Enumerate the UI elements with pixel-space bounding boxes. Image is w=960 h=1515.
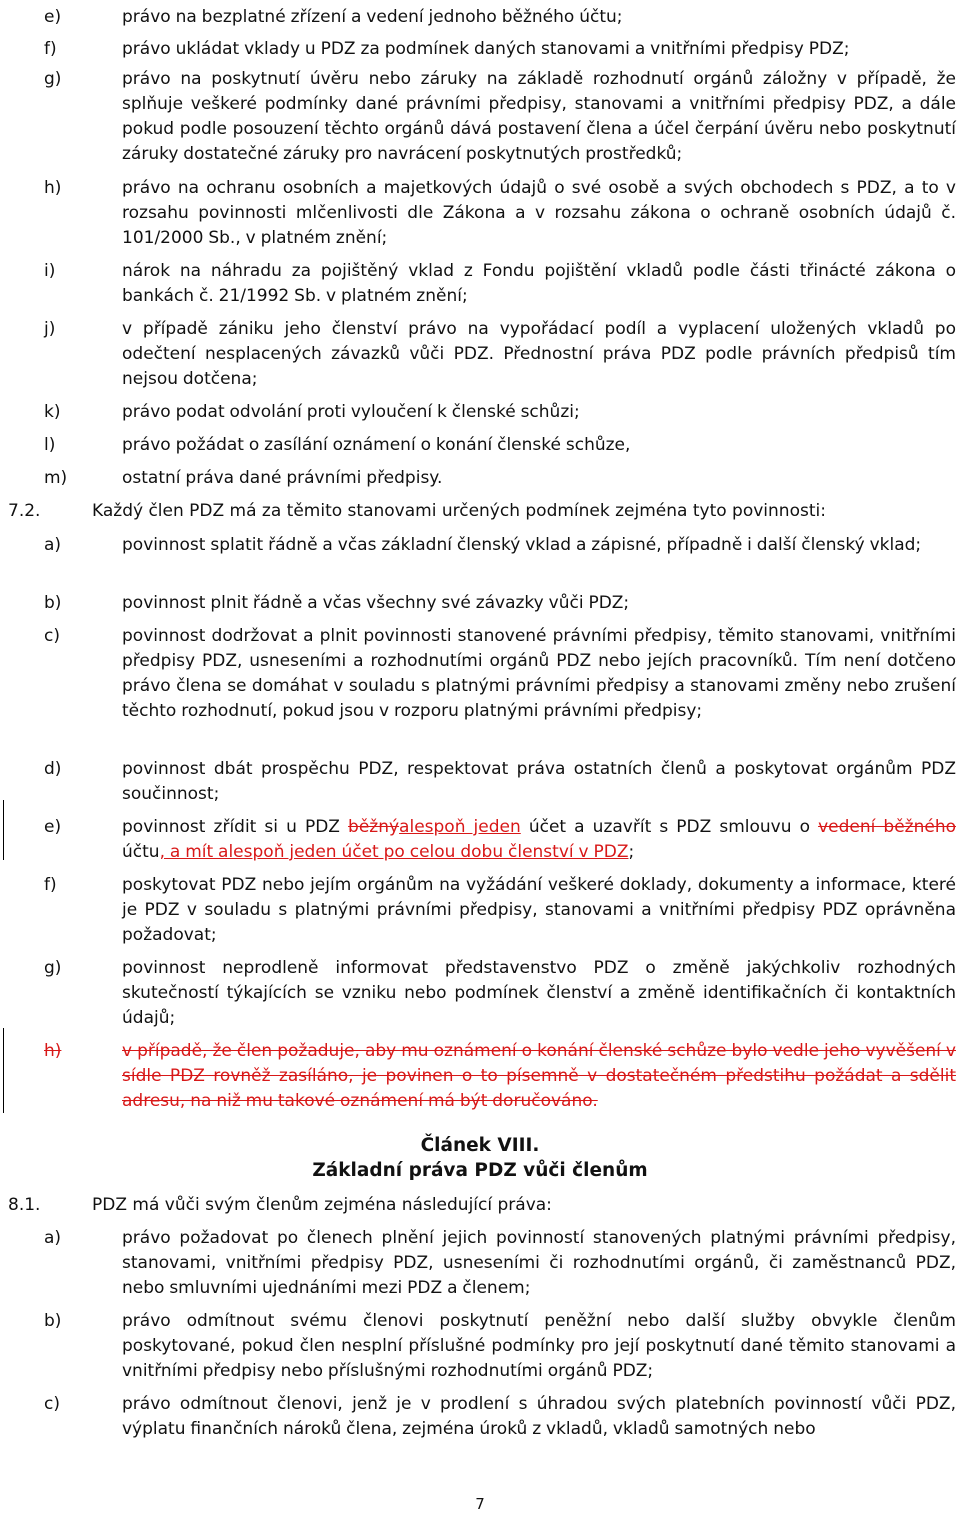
item-label: a)	[44, 535, 62, 555]
item-text: právo na poskytnutí úvěru nebo záruky na základě rozhodnutí orgánů záložny v případě, že splňuje veškeré podmínky dané právními předpisy, stanovami a vnitřními předpisy PDZ, a dále pokud podle posouzení těchto orgánů dává postavení člena a účel čerpání úvěru nebo poskytnutí záruky dostatečné záruky pro navrácení poskytnutých prostředků;	[122, 69, 956, 164]
inserted-text: , a mít alespoň jeden účet po celou dobu členství v PDZ	[159, 842, 629, 862]
item-text: povinnost dodržovat a plnit povinnosti stanovené právními předpisy, těmito stanovami, vnitřními předpisy PDZ, usneseními a rozhodnutími orgánů PDZ nebo jejích pracovníků. Tím není dotčeno právo člena se domáhat v souladu s platnými právními předpisy a stanovami změny nebo zrušení těchto rozhodnutí, pokud jsou v rozporu platnými právními předpisy;	[122, 626, 956, 721]
item-text: v případě zániku jeho členství právo na vypořádací podíl a vyplacení uložených vkladů po odečtení nesplacených závazků vůči PDZ. Přednostní práva PDZ podle právních předpisů tím nejsou dotčena;	[122, 319, 956, 389]
item-label: h)	[44, 1041, 62, 1061]
item-text: právo podat odvolání proti vyloučení k členské schůzi;	[122, 402, 580, 422]
article-title: Základní práva PDZ vůči členům	[312, 1160, 648, 1181]
item-text: právo odmítnout členovi, jenž je v prodlení s úhradou svých platebních povinností vůči PDZ, výplatu finančních nároků člena, zejména úroků z vkladů, vkladů samotných nebo	[122, 1394, 956, 1439]
item-label: e)	[44, 817, 62, 837]
text-run: účet a uzavřít s PDZ smlouvu o	[520, 817, 819, 837]
section-number: 8.1.	[8, 1195, 41, 1215]
item-text: právo požadovat po členech plnění jejich povinností stanovených platnými právními předpisy, stanovami, vnitřními předpisy PDZ, usneseními či rozhodnutími orgánů, či zaměstnanců PDZ, nebo smluvními ujednáními mezi PDZ a členem;	[122, 1228, 956, 1298]
item-text: poskytovat PDZ nebo jejím orgánům na vyžádání veškeré doklady, dokumenty a informace, které je PDZ v souladu s platnými právními předpisy, stanovami a vnitřními předpisy PDZ oprávněna požadovat;	[122, 875, 956, 945]
change-bar	[3, 1028, 4, 1113]
change-bar	[3, 800, 4, 860]
section-text: Každý člen PDZ má za těmito stanovami určených podmínek zejména tyto povinnosti:	[92, 501, 826, 521]
item-label: d)	[44, 759, 62, 779]
item-text: povinnost dbát prospěchu PDZ, respektovat práva ostatních členů a poskytovat orgánům PDZ součinnost;	[122, 759, 956, 804]
text-run: povinnost zřídit si u PDZ	[122, 817, 349, 837]
inserted-text: alespoň jeden	[399, 817, 521, 837]
text-run: ;	[628, 842, 635, 862]
item-text: povinnost plnit řádně a včas všechny své závazky vůči PDZ;	[122, 593, 630, 613]
item-label: i)	[44, 261, 56, 281]
item-label: l)	[44, 435, 56, 455]
item-label: b)	[44, 1311, 62, 1331]
item-label: m)	[44, 468, 68, 488]
item-label: h)	[44, 178, 62, 198]
item-text: v případě, že člen požaduje, aby mu oznámení o konání členské schůze bylo vedle jeho vyvěšení v sídle PDZ rovněž zasíláno, je povinen o to písemně v dostatečném předstihu požádat a sdělit adresu, na niž mu takové oznámení má být doručováno.	[122, 1041, 956, 1111]
deleted-text: běžný	[348, 817, 400, 837]
item-text: povinnost neprodleně informovat představenstvo PDZ o změně jakýchkoliv rozhodných skutečností týkajících se vzniku nebo podmínek členství a změně identifikačních či kontaktních údajů;	[122, 958, 956, 1028]
item-label: f)	[44, 39, 57, 59]
item-text: povinnost splatit řádně a včas základní členský vklad a zápisné, případně i další členský vklad;	[122, 535, 922, 555]
item-label: b)	[44, 593, 62, 613]
item-label: k)	[44, 402, 61, 422]
item-label: c)	[44, 1394, 60, 1414]
item-text: nárok na náhradu za pojištěný vklad z Fondu pojištění vkladů podle části třinácté zákona o bankách č. 21/1992 Sb. v platném znění;	[122, 261, 956, 306]
section-text: PDZ má vůči svým členům zejména následující práva:	[92, 1195, 552, 1215]
item-text: právo na ochranu osobních a majetkových údajů o své osobě a svých obchodech s PDZ, a to v rozsahu povinnosti mlčenlivosti dle Zákona a v rozsahu zákona o ochraně osobních údajů č. 101/2000 Sb., v platném znění;	[122, 178, 956, 248]
item-label: e)	[44, 7, 62, 27]
item-label: f)	[44, 875, 57, 895]
article-number: Článek VIII.	[420, 1135, 540, 1156]
section-number: 7.2.	[8, 501, 41, 521]
item-text: ostatní práva dané právními předpisy.	[122, 468, 443, 488]
item-label: j)	[44, 319, 56, 339]
item-text: právo požádat o zasílání oznámení o konání členské schůze,	[122, 435, 631, 455]
page-number: 7	[475, 1495, 485, 1513]
item-text: právo odmítnout svému členovi poskytnutí peněžní nebo další služby obvykle členům poskytované, pokud člen nesplní příslušné podmínky pro její poskytnutí dané těmito stanovami a vnitřními předpisy nebo příslušnými rozhodnutími orgánů PDZ;	[122, 1311, 956, 1381]
deleted-text: vedení běžného	[818, 817, 956, 837]
item-text	[122, 815, 956, 865]
item-label: g)	[44, 958, 62, 978]
text-run: účtu	[122, 842, 160, 862]
item-label: a)	[44, 1228, 62, 1248]
item-text: právo ukládat vklady u PDZ za podmínek daných stanovami a vnitřními předpisy PDZ;	[122, 39, 850, 59]
item-label: c)	[44, 626, 60, 646]
item-label: g)	[44, 69, 62, 89]
item-text: právo na bezplatné zřízení a vedení jednoho běžného účtu;	[122, 7, 623, 27]
